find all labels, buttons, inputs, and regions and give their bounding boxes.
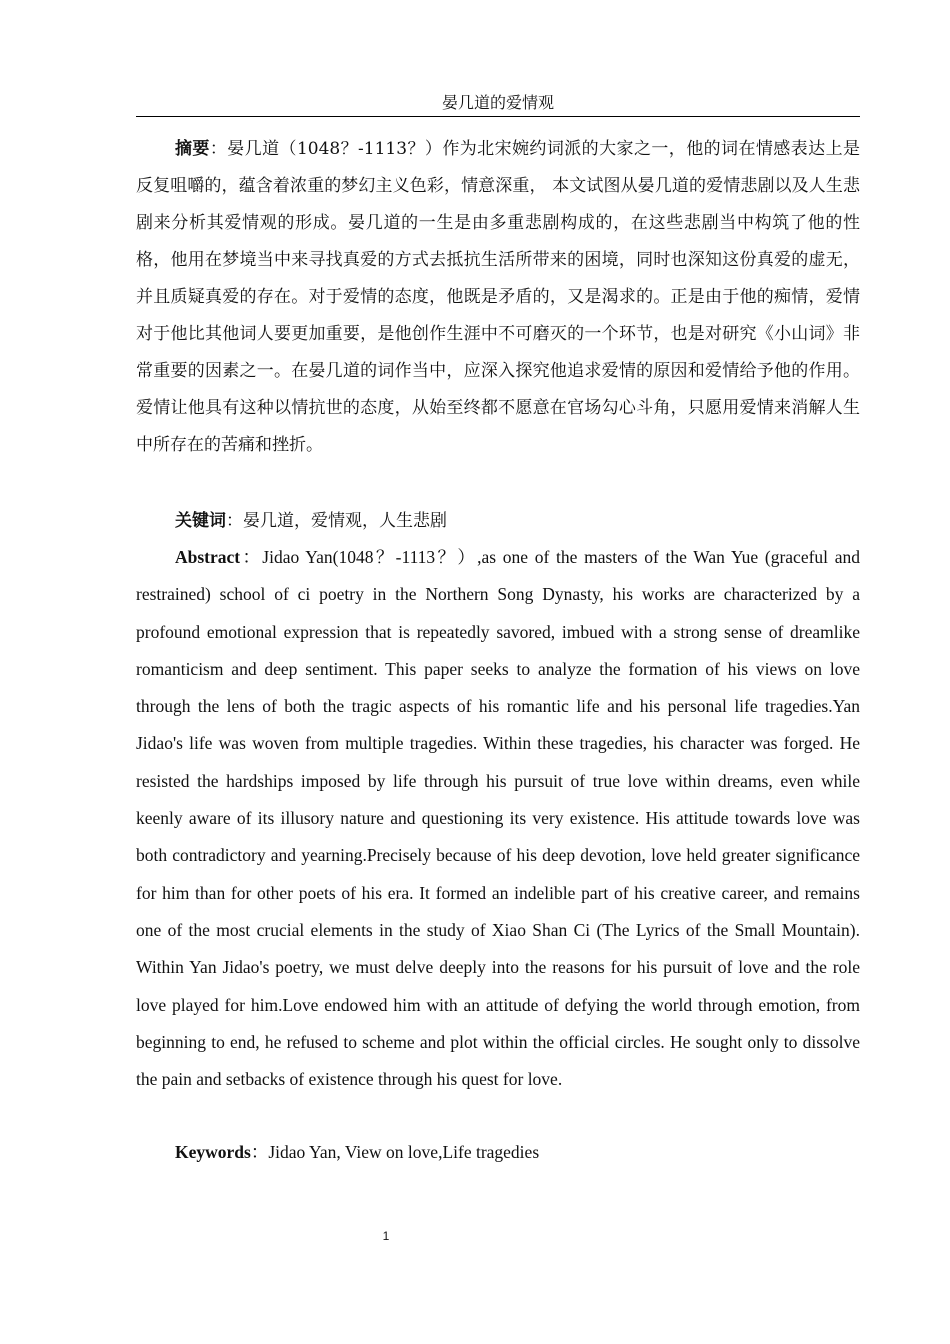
page-number: 1: [382, 1229, 390, 1243]
english-abstract-text: Jidao Yan(1048？-1113？）,as one of the masters of the Wan Yue (graceful and restrained) school of ci poetry in the Northern Song Dynasty, his works are characterized by a profound emotional expression that is repeatedly savored, imbued with a strong sense of dreamlike romanticism and deep sentiment. This paper seeks to analyze the formation of his views on love through the lens of both the tragic aspects of his romantic life and his personal life tragedies.Yan Jidao's life was woven from multiple tragedies. Within these tragedies, his character was forged. He resisted the hardships imposed by life through his pursuit of true love within dreams, even while keenly aware of its illusory nature and questioning its very existence. His attitude towards love was both contradictory and yearning.Precisely because of his deep devotion, love held greater significance for him than for other poets of his era. It formed an indelible part of his creative career, and remains one of the most crucial elements in the study of Xiao Shan Ci (The Lyrics of the Small Mountain). Within Yan Jidao's poetry, we must delve deeply into the reasons for his pursuit of love and the role love played for him.Love endowed him with an attitude of defying the world through emotion, from beginning to end, he refused to scheme and plot within the official circles. He sought only to dissolve the pain and setbacks of existence through his quest for love.: [136, 547, 860, 1090]
chinese-abstract-separator: ：: [209, 139, 228, 159]
chinese-abstract-label: 摘要: [175, 139, 210, 159]
chinese-keywords-label: 关键词: [175, 511, 226, 531]
english-keywords-separator: ：: [250, 1142, 269, 1162]
english-abstract-label: Abstract: [175, 547, 241, 567]
chinese-abstract: [136, 131, 860, 464]
english-abstract-separator: ：: [240, 547, 263, 567]
chinese-keywords: [136, 503, 860, 540]
running-header: [136, 92, 860, 117]
chinese-keywords-separator: ：: [226, 511, 243, 531]
english-keywords-text: Jidao Yan, View on love,Life tragedies: [268, 1142, 540, 1162]
chinese-abstract-text: 晏几道（1048？-1113？）作为北宋婉约词派的大家之一，他的词在情感表达上是反复咀嚼的，蕴含着浓重的梦幻主义色彩，情意深重， 本文试图从晏几道的爱情悲剧以及人生悲剧来分析其爱情观的形成。晏几道的一生是由多重悲剧构成的，在这些悲剧当中构筑了他的性格，他用在梦境当中来寻找真爱的方式去抵抗生活所带来的困境，同时也深知这份真爱的虚无，并且质疑真爱的存在。对于爱情的态度，他既是矛盾的，又是渴求的。正是由于他的痴情，爱情对于他比其他词人要更加重要，是他创作生涯中不可磨灭的一个环节，也是对研究《小山词》非常重要的因素之一。在晏几道的词作当中，应深入探究他追求爱情的原因和爱情给予他的作用。爱情让他具有这种以情抗世的态度，从始至终都不愿意在官场勾心斗角，只愿用爱情来消解人生中所存在的苦痛和挫折。: [136, 139, 860, 455]
english-keywords-label: Keywords: [175, 1142, 251, 1162]
english-abstract: [136, 539, 860, 1098]
chinese-keywords-text: 晏几道，爱情观，人生悲剧: [243, 511, 447, 531]
header-title: 晏几道的爱情观: [441, 93, 554, 112]
english-keywords: [136, 1134, 860, 1171]
